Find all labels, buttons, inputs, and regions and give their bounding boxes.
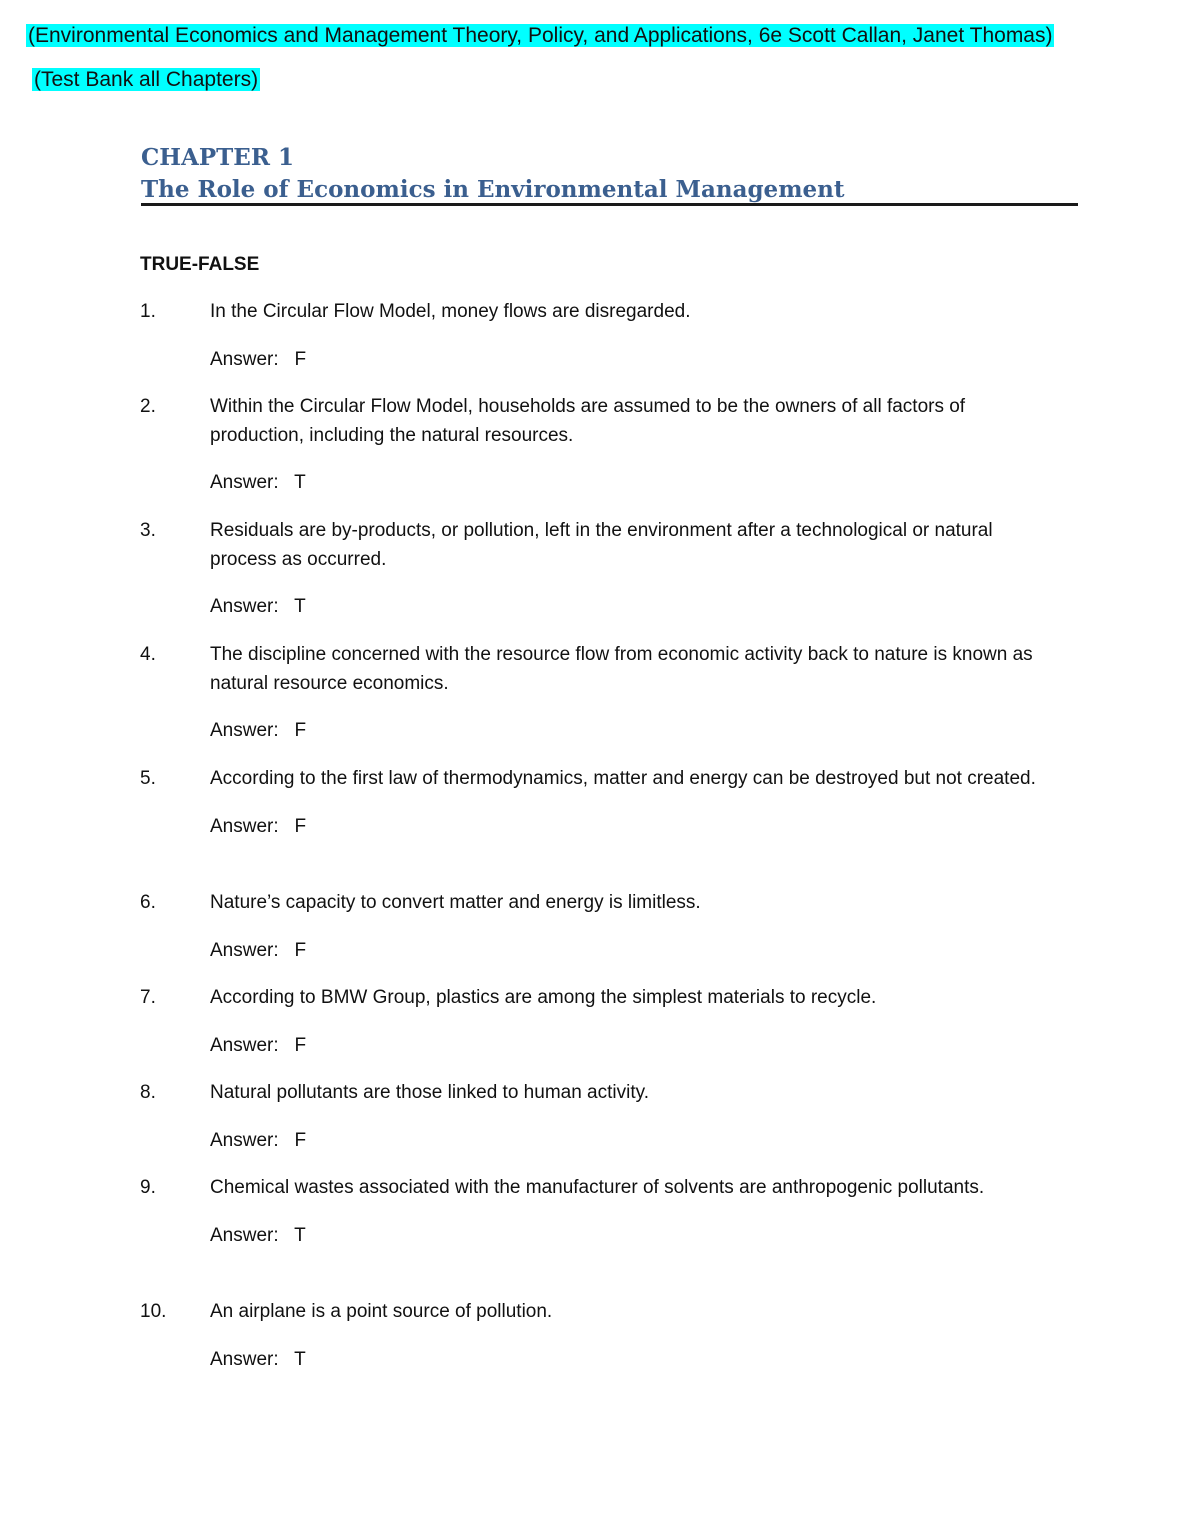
question-text: According to BMW Group, plastics are among the simplest materials to recycle. (210, 987, 877, 1008)
question-item (140, 984, 1050, 1060)
question-answer (210, 593, 1050, 622)
answer-value: F (294, 1129, 307, 1151)
answer-value: F (294, 720, 307, 741)
question-answer (210, 1032, 1050, 1061)
question-answer (210, 813, 1050, 842)
question-text: The discipline concerned with the resource flow from economic activity back to nature is known as natural resource economics. (210, 644, 1033, 694)
answer-value: T (294, 1348, 306, 1370)
question-item (140, 889, 1050, 965)
question-number: 2. (140, 396, 156, 417)
answer-label: Answer: (210, 1129, 279, 1151)
document-type-banner (32, 67, 260, 93)
answer-value: T (294, 472, 306, 493)
answer-value: T (294, 1224, 306, 1246)
answer-label: Answer: (210, 1348, 279, 1370)
document-source-banner (26, 23, 1054, 49)
question-item (140, 765, 1050, 841)
answer-value: F (294, 1034, 307, 1056)
question-answer (210, 346, 1050, 375)
answer-value: F (294, 815, 307, 837)
answer-label: Answer: (210, 939, 279, 961)
answer-label: Answer: (210, 1034, 279, 1056)
question-item (140, 298, 1050, 374)
question-answer (210, 1346, 1050, 1375)
section-heading: TRUE-FALSE (140, 254, 260, 275)
question-number: 10. (140, 1301, 167, 1322)
question-number: 7. (140, 987, 156, 1008)
question-number: 8. (140, 1082, 156, 1103)
answer-value: F (294, 348, 307, 370)
answer-label: Answer: (210, 1224, 279, 1246)
question-number: 6. (140, 892, 156, 913)
answer-label: Answer: (210, 815, 279, 837)
answer-value: T (294, 596, 306, 617)
question-number: 1. (140, 301, 156, 322)
question-item (140, 641, 1050, 746)
question-text: Residuals are by-products, or pollution, left in the environment after a technological or natural process as occurred. (210, 520, 993, 570)
chapter-label: CHAPTER 1 (141, 144, 294, 171)
question-text: Within the Circular Flow Model, households are assumed to be the owners of all factors of production, including the natural resources. (210, 396, 966, 446)
answer-label: Answer: (210, 720, 279, 741)
question-text: In the Circular Flow Model, money flows are disregarded. (210, 301, 691, 322)
question-answer (210, 717, 1050, 746)
question-text: Natural pollutants are those linked to human activity. (210, 1082, 649, 1103)
question-text: According to the first law of thermodynamics, matter and energy can be destroyed but not created. (210, 768, 1036, 789)
banner-title-text: (Environmental Economics and Management Theory, Policy, and Applications, 6e Scott Callan, Janet Thomas) (28, 24, 1053, 47)
answer-value: F (294, 939, 307, 961)
answer-label: Answer: (210, 596, 279, 617)
question-text: Chemical wastes associated with the manufacturer of solvents are anthropogenic pollutants. (210, 1177, 985, 1198)
question-number: 4. (140, 644, 156, 665)
question-text: Nature’s capacity to convert matter and energy is limitless. (210, 892, 701, 913)
banner-subtitle-text: (Test Bank all Chapters) (34, 68, 259, 91)
question-item (140, 393, 1050, 498)
question-number: 3. (140, 520, 156, 541)
question-item (140, 1079, 1050, 1155)
question-item (140, 1298, 1050, 1374)
question-item (140, 1174, 1050, 1250)
question-number: 9. (140, 1177, 156, 1198)
chapter-header (141, 142, 1078, 206)
question-answer (210, 1127, 1050, 1156)
question-item (140, 517, 1050, 622)
chapter-title: The Role of Economics in Environmental Management (141, 176, 845, 203)
answer-label: Answer: (210, 348, 279, 370)
question-answer (210, 937, 1050, 966)
answer-label: Answer: (210, 472, 279, 493)
question-text: An airplane is a point source of pollution. (210, 1301, 553, 1322)
question-answer (210, 469, 1050, 498)
question-number: 5. (140, 768, 156, 789)
chapter-divider (141, 203, 1078, 206)
question-answer (210, 1222, 1050, 1251)
